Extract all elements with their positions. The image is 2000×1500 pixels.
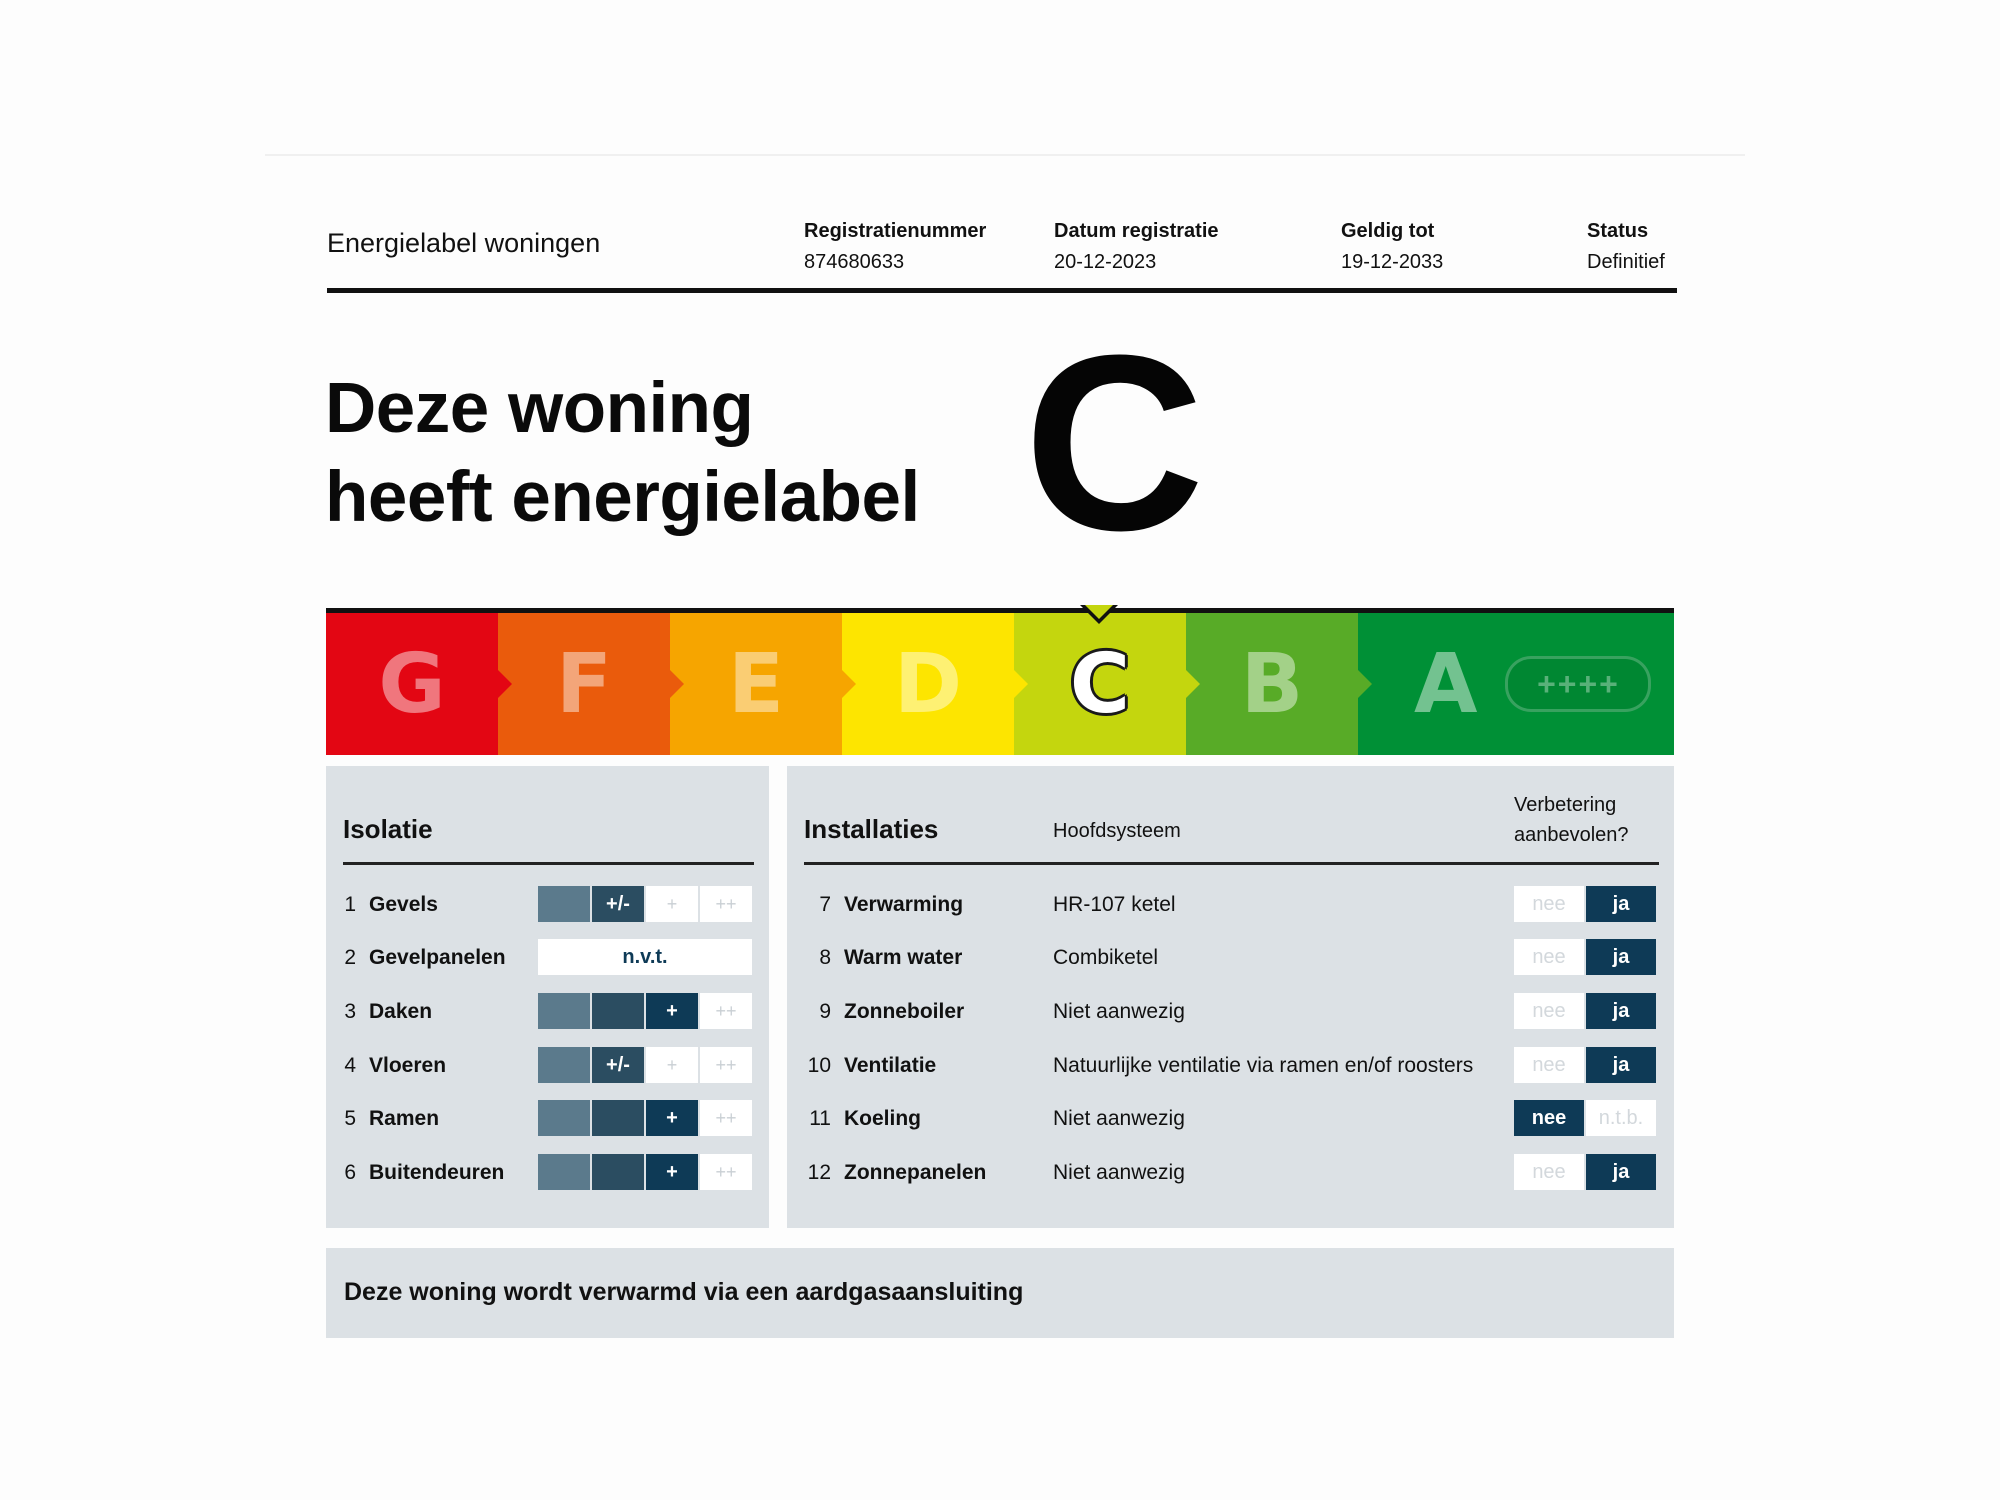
rating-cell: ++ [700, 1047, 752, 1083]
improvement-left-option: nee [1514, 993, 1584, 1029]
improvement-right-option: ja [1586, 1154, 1656, 1190]
improvement-left-option: nee [1514, 939, 1584, 975]
rating-cell [592, 1100, 644, 1136]
row-number: 9 [819, 1000, 831, 1023]
rating-cell: +/- [592, 1047, 644, 1083]
scale-letter: E [727, 636, 784, 732]
isolatie-divider [343, 862, 754, 865]
rating-cell: +/- [592, 886, 644, 922]
rating-cell: + [646, 1100, 698, 1136]
improvement-toggle [1514, 1154, 1658, 1190]
rating-cell: + [646, 993, 698, 1029]
installaties-panel [787, 766, 1674, 1228]
rating-cell: + [646, 1154, 698, 1190]
improvement-left-option: nee [1514, 1154, 1584, 1190]
headline-line-2: heeft energielabel [325, 458, 920, 537]
improvement-toggle [1514, 939, 1658, 975]
improvement-toggle [1514, 886, 1658, 922]
row-number: 2 [344, 946, 356, 969]
scale-letter: F [555, 636, 612, 732]
rating-cell [592, 993, 644, 1029]
improvement-left-option: nee [1514, 1047, 1584, 1083]
row-label: Zonnepanelen [844, 1161, 987, 1184]
row-number: 5 [344, 1107, 356, 1130]
isolatie-row [326, 939, 769, 975]
row-label: Gevels [369, 893, 438, 916]
column-verbetering: Verbetering aanbevolen? [1514, 794, 1629, 846]
insulation-rating [538, 1100, 754, 1136]
rating-cell [538, 1100, 590, 1136]
improvement-right-option: ja [1586, 1047, 1656, 1083]
insulation-rating [538, 1047, 754, 1083]
energy-scale [326, 608, 1674, 755]
rating-cell: ++ [700, 1100, 752, 1136]
isolatie-row [326, 886, 769, 922]
meta-status: Status Definitief [1587, 220, 1665, 273]
footer-note [326, 1248, 1674, 1338]
improvement-left-option: nee [1514, 886, 1584, 922]
system-value: Combiketel [1053, 946, 1159, 969]
installatie-row [787, 1100, 1674, 1136]
column-hoofdsysteem: Hoofdsysteem [1053, 820, 1181, 842]
insulation-rating [538, 993, 754, 1029]
row-number: 7 [819, 893, 831, 916]
row-number: 12 [807, 1161, 831, 1184]
scale-segment-e [670, 613, 842, 755]
isolatie-title: Isolatie [343, 814, 433, 844]
installatie-row [787, 1047, 1674, 1083]
row-label: Verwarming [844, 893, 964, 916]
isolatie-row [326, 1154, 769, 1190]
scale-letter: A [1414, 636, 1478, 732]
rating-cell [538, 886, 590, 922]
row-label: Ventilatie [844, 1054, 937, 1077]
not-applicable-value: n.v.t. [538, 939, 752, 975]
scale-letter: G [378, 636, 446, 732]
improvement-right-option: n.t.b. [1586, 1100, 1656, 1136]
rating-cell: ++ [700, 1154, 752, 1190]
improvement-right-option: ja [1586, 993, 1656, 1029]
row-number: 8 [819, 946, 831, 969]
installaties-divider [804, 862, 1659, 865]
row-number: 11 [809, 1107, 831, 1130]
row-number: 6 [344, 1161, 356, 1184]
rating-cell: + [646, 1047, 698, 1083]
rating-cell [538, 1154, 590, 1190]
improvement-right-option: ja [1586, 939, 1656, 975]
plus-rating-pill: ++++ [1505, 656, 1651, 712]
row-label: Gevelpanelen [369, 946, 506, 969]
insulation-rating [538, 886, 754, 922]
scale-segment-c [1014, 613, 1186, 755]
isolatie-row [326, 1100, 769, 1136]
meta-registration-number: Registratienummer 874680633 [804, 220, 987, 273]
rating-cell [538, 1047, 590, 1083]
rating-cell [538, 993, 590, 1029]
scale-segment-b [1186, 613, 1358, 755]
row-number: 1 [344, 893, 356, 916]
scale-letter: D [893, 636, 963, 732]
scale-segment-d [842, 613, 1014, 755]
installatie-row [787, 886, 1674, 922]
meta-valid-until: Geldig tot 19-12-2033 [1341, 220, 1444, 273]
rating-cell: ++ [700, 993, 752, 1029]
row-label: Vloeren [369, 1054, 447, 1077]
row-label: Daken [369, 1000, 433, 1023]
meta-registration-date: Datum registratie 20-12-2023 [1054, 220, 1219, 273]
scale-segment-g [326, 613, 498, 755]
system-value: Niet aanwezig [1053, 1107, 1185, 1130]
energy-label-letter: C [1024, 303, 1205, 582]
headline-line-1: Deze woning [325, 369, 754, 448]
label-header [327, 210, 1677, 293]
improvement-toggle [1514, 993, 1658, 1029]
footer-text: Deze woning wordt verwarmd via een aardgasaansluiting [344, 1278, 1024, 1306]
row-number: 4 [344, 1054, 356, 1077]
isolatie-panel [326, 766, 769, 1228]
scale-segment-a [1358, 613, 1674, 755]
installatie-row [787, 1154, 1674, 1190]
scale-letter: B [1240, 636, 1304, 732]
rating-cell [592, 1154, 644, 1190]
scale-letter: C [1069, 636, 1131, 732]
improvement-left-option: nee [1514, 1100, 1584, 1136]
row-label: Koeling [844, 1107, 921, 1130]
insulation-rating [538, 1154, 754, 1190]
installatie-row [787, 939, 1674, 975]
isolatie-row [326, 993, 769, 1029]
improvement-toggle [1514, 1100, 1658, 1136]
isolatie-row [326, 1047, 769, 1083]
installatie-row [787, 993, 1674, 1029]
row-label: Buitendeuren [369, 1161, 505, 1184]
installaties-title: Installaties [804, 814, 939, 844]
top-divider [265, 154, 1745, 156]
system-value: Niet aanwezig [1053, 1000, 1185, 1023]
scale-pointer-inner [1085, 605, 1113, 619]
row-label: Zonneboiler [844, 1000, 965, 1023]
improvement-toggle [1514, 1047, 1658, 1083]
row-label: Warm water [844, 946, 963, 969]
system-value: Natuurlijke ventilatie via ramen en/of roosters [1053, 1054, 1474, 1077]
scale-segment-f [498, 613, 670, 755]
system-value: Niet aanwezig [1053, 1161, 1185, 1184]
row-label: Ramen [369, 1107, 440, 1130]
row-number: 10 [807, 1054, 831, 1077]
system-value: HR-107 ketel [1053, 893, 1176, 916]
rating-cell: + [646, 886, 698, 922]
headline [325, 364, 920, 542]
rating-cell: ++ [700, 886, 752, 922]
improvement-right-option: ja [1586, 886, 1656, 922]
document-title: Energielabel woningen [327, 228, 601, 258]
row-number: 3 [344, 1000, 356, 1023]
